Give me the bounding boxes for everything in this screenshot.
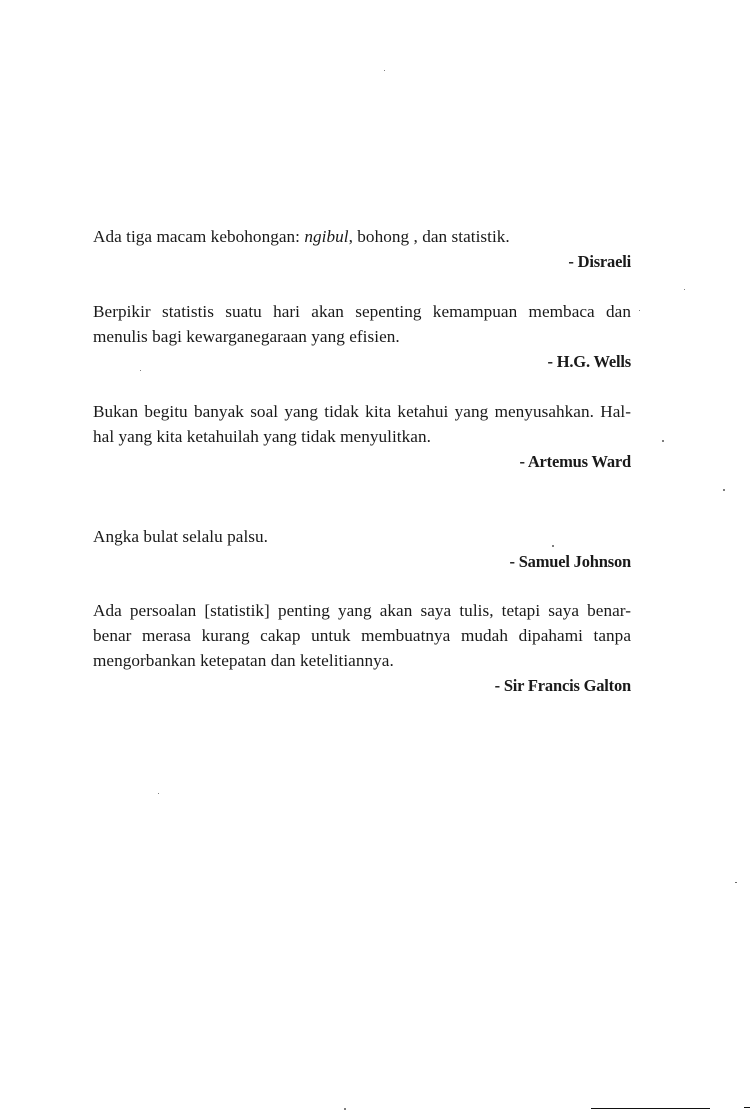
quote-text: Angka bulat selalu palsu. [93, 527, 268, 546]
quote-francis-galton [93, 598, 631, 698]
footnote-rule [591, 1108, 710, 1109]
quote-author: - H.G. Wells [547, 352, 631, 371]
quote-text [93, 224, 631, 249]
quote-text-emphasis: ngibul [304, 227, 349, 246]
quote-author: - Artemus Ward [519, 452, 631, 471]
scan-speck [735, 882, 737, 883]
scan-speck [140, 370, 141, 371]
scan-speck [684, 289, 685, 290]
quote-author: - Samuel Johnson [509, 552, 631, 571]
quote-hg-wells [93, 299, 631, 374]
quote-text: Ada persoalan [statistik] penting yang akan saya tulis, tetapi saya benar-benar merasa kurang cakap untuk membuatnya mudah dipahami tanpa mengorbankan ketepatan dan ketelitiannya. [93, 601, 631, 670]
scan-speck [723, 489, 725, 491]
scan-speck [158, 793, 159, 794]
quote-artemus-ward [93, 399, 631, 474]
quote-author: - Disraeli [568, 252, 631, 271]
quote-text: Bukan begitu banyak soal yang tidak kita ketahui yang menyusahkan. Hal-hal yang kita ketahuilah yang tidak menyulitkan. [93, 402, 631, 446]
quote-samuel-johnson [93, 524, 631, 574]
scan-speck [552, 545, 554, 547]
quote-text: Berpikir statistis suatu hari akan sepenting kemampuan membaca dan menulis bagi kewarganegaraan yang efisien. [93, 302, 631, 346]
quote-disraeli [93, 224, 631, 274]
scan-speck [662, 440, 664, 442]
scan-speck [639, 310, 640, 311]
scan-speck [344, 1108, 346, 1110]
footnote-rule-end [744, 1107, 750, 1108]
quote-text-end: , bohong , dan statistik. [348, 227, 510, 246]
scan-speck [384, 70, 385, 71]
quote-text-start: Ada tiga macam kebohongan: [93, 227, 305, 246]
quote-author: - Sir Francis Galton [494, 676, 631, 695]
